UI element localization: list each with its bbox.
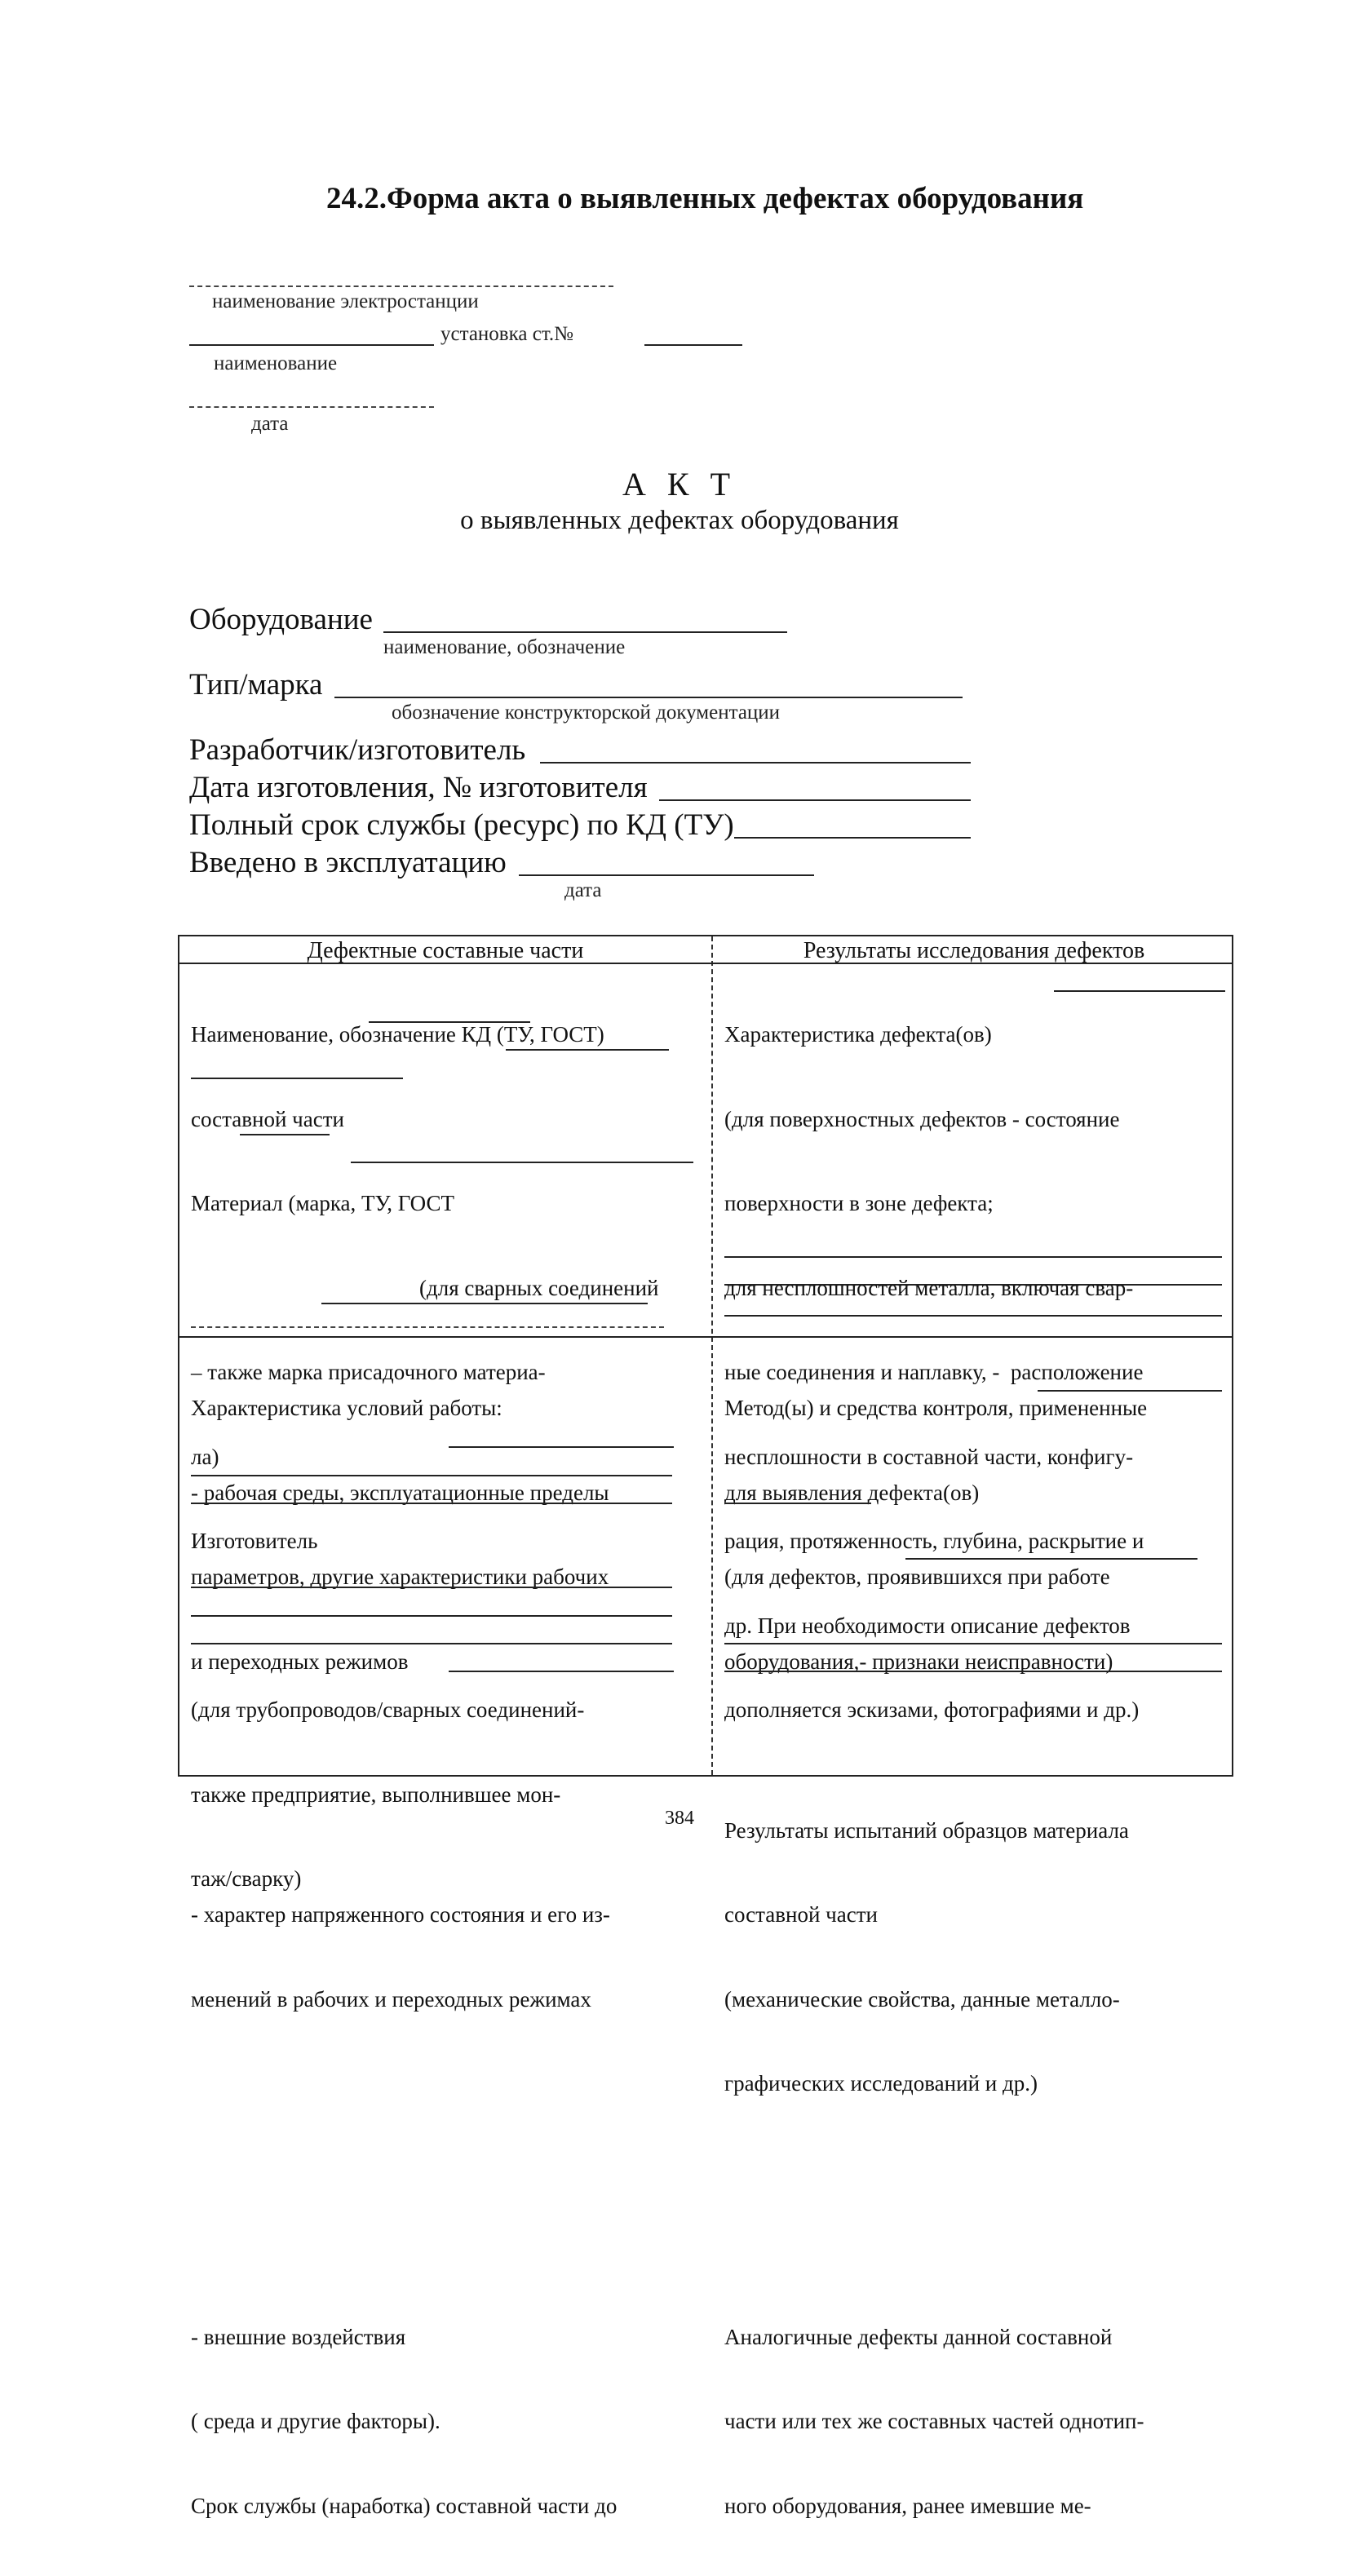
col-right-header: Результаты исследования дефектов	[803, 938, 1145, 963]
table-line: Изготовитель	[191, 1529, 318, 1553]
table-line: менений в рабочих и переходных режимах	[191, 1986, 591, 2012]
blank-line[interactable]	[1038, 1390, 1222, 1392]
table-line	[724, 2238, 1147, 2267]
service-life-input-line[interactable]	[734, 837, 971, 839]
powerplant-name-line	[189, 285, 613, 287]
date-line	[189, 406, 434, 408]
table-line: ные соединения и наплавку, - расположение	[724, 1360, 1144, 1384]
table-line: поверхности в зоне дефекта;	[724, 1191, 994, 1215]
blank-line[interactable]	[449, 1446, 674, 1448]
manufacture-date-input-line[interactable]	[659, 799, 971, 801]
table-column-divider	[711, 936, 713, 1775]
blank-line[interactable]	[1054, 990, 1225, 992]
table-line	[191, 2238, 617, 2267]
powerplant-caption: наименование электростанции	[212, 290, 479, 312]
table-line: дополняется эскизами, фотографиями и др.)	[724, 1697, 1140, 1722]
blank-line[interactable]	[321, 1303, 648, 1304]
table-line	[191, 2154, 617, 2183]
table-line: ла)	[191, 1444, 219, 1469]
install-label: установка ст.№	[440, 323, 573, 345]
table-line: Характеристика условий работы:	[191, 1396, 502, 1420]
name-caption: наименование	[214, 352, 338, 374]
blank-line[interactable]	[724, 1256, 1222, 1258]
table-line: для выявления дефекта(ов)	[724, 1480, 980, 1505]
type-input-line[interactable]	[334, 697, 963, 698]
table-line: - внешние воздействия	[191, 2324, 406, 2349]
table-line: оборудования,- признаки неисправности)	[724, 1649, 1113, 1674]
table-line: Срок службы (наработка) составной части до	[191, 2493, 618, 2518]
equipment-label: Оборудование	[189, 603, 373, 636]
table-line: части или тех же составных частей однотип-	[724, 2409, 1144, 2433]
row2-left-cell	[191, 1338, 617, 2576]
install-number-line	[644, 344, 742, 346]
table-line: Аналогичные дефекты данной составной	[724, 2324, 1113, 2349]
table-line: - рабочая среды, эксплуатационные пределы	[191, 1480, 609, 1505]
table-line: (для сварных соединений	[419, 1275, 659, 1300]
blank-line[interactable]	[191, 1326, 664, 1328]
table-line: несплошности в составной части, конфигу-	[724, 1444, 1134, 1469]
blank-line[interactable]	[449, 1671, 674, 1672]
table-line: составной части	[724, 1902, 878, 1927]
table-line: Метод(ы) и средства контроля, примененные	[724, 1396, 1148, 1420]
blank-line[interactable]	[724, 1284, 1222, 1286]
blank-line[interactable]	[191, 1587, 672, 1588]
table-line: – также марка присадочного материа-	[191, 1360, 546, 1384]
table-line: (механические свойства, данные металло-	[724, 1986, 1120, 2012]
table-line	[724, 1732, 1147, 1760]
table-line	[191, 1732, 617, 1760]
table-line: - характер напряженного состояния и его из-	[191, 1902, 610, 1927]
blank-line[interactable]	[724, 1315, 1222, 1317]
commissioned-label: Введено в эксплуатацию	[189, 846, 507, 879]
table-line	[724, 2154, 1147, 2183]
table-line: и переходных режимов	[191, 1649, 409, 1674]
blank-line[interactable]	[191, 1078, 403, 1079]
table-line: для несплошностей металла, включая свар-	[724, 1275, 1134, 1300]
type-label: Тип/марка	[189, 668, 323, 702]
commissioned-input-line[interactable]	[519, 874, 814, 876]
blank-line[interactable]	[724, 1671, 1222, 1672]
table-line: ( среда и другие факторы).	[191, 2409, 440, 2433]
manufacture-date-label: Дата изготовления, № изготовителя	[189, 771, 648, 804]
table-line: (для поверхностных дефектов - состояние	[724, 1106, 1120, 1131]
act-subtitle: о выявленных дефектах оборудования	[460, 506, 899, 535]
manufacturer-input-line[interactable]	[540, 762, 971, 764]
table-line: Наименование, обозначение КД (ТУ, ГОСТ)	[191, 1022, 604, 1047]
blank-line[interactable]	[724, 1643, 1222, 1644]
table-line: параметров, другие характеристики рабочих	[191, 1565, 609, 1589]
blank-line[interactable]	[506, 1049, 669, 1051]
table-line: др. При необходимости описание дефектов	[724, 1613, 1131, 1638]
act-title: А К Т	[622, 466, 737, 502]
date-caption: дата	[251, 413, 289, 435]
blank-line[interactable]	[191, 1475, 672, 1476]
blank-line[interactable]	[724, 1503, 871, 1504]
equipment-input-line[interactable]	[383, 631, 787, 633]
table-line: Характеристика дефекта(ов)	[724, 1022, 992, 1047]
table-line: графических исследований и др.)	[724, 2071, 1038, 2096]
blank-line[interactable]	[191, 1615, 672, 1617]
blank-line[interactable]	[191, 1643, 672, 1644]
blank-line[interactable]	[905, 1558, 1197, 1560]
manufacturer-label: Разработчик/изготовитель	[189, 733, 526, 767]
type-caption: обозначение конструкторской документации	[392, 702, 781, 724]
section-title: 24.2.Форма акта о выявленных дефектах оборудования	[326, 182, 1084, 215]
install-name-line	[189, 344, 434, 346]
equipment-caption: наименование, обозначение	[383, 636, 626, 658]
page-number: 384	[665, 1808, 694, 1829]
col-left-header: Дефектные составные части	[307, 938, 584, 963]
table-line: составной части	[191, 1106, 344, 1131]
blank-line[interactable]	[351, 1162, 693, 1163]
table-line: также предприятие, выполнившее мон-	[191, 1782, 561, 1807]
blank-line[interactable]	[191, 1503, 672, 1504]
blank-line[interactable]	[369, 1021, 530, 1023]
table-line: рация, протяженность, глубина, раскрытие и	[724, 1529, 1144, 1553]
blank-line[interactable]	[240, 1134, 330, 1135]
table-line: Материал (марка, ТУ, ГОСТ	[191, 1191, 455, 1215]
table-line	[191, 2069, 617, 2098]
table-line: (для дефектов, проявившихся при работе	[724, 1565, 1110, 1589]
table-line: ного оборудования, ранее имевшие ме-	[724, 2493, 1091, 2518]
service-life-label: Полный срок службы (ресурс) по КД (ТУ)	[189, 808, 734, 842]
row2-right-cell	[724, 1338, 1147, 2576]
commissioned-caption: дата	[564, 879, 602, 901]
table-line: (для трубопроводов/сварных соединений-	[191, 1697, 585, 1722]
table-line: Результаты испытаний образцов материала	[724, 1817, 1129, 1843]
table-line: таж/сварку)	[191, 1866, 302, 1891]
